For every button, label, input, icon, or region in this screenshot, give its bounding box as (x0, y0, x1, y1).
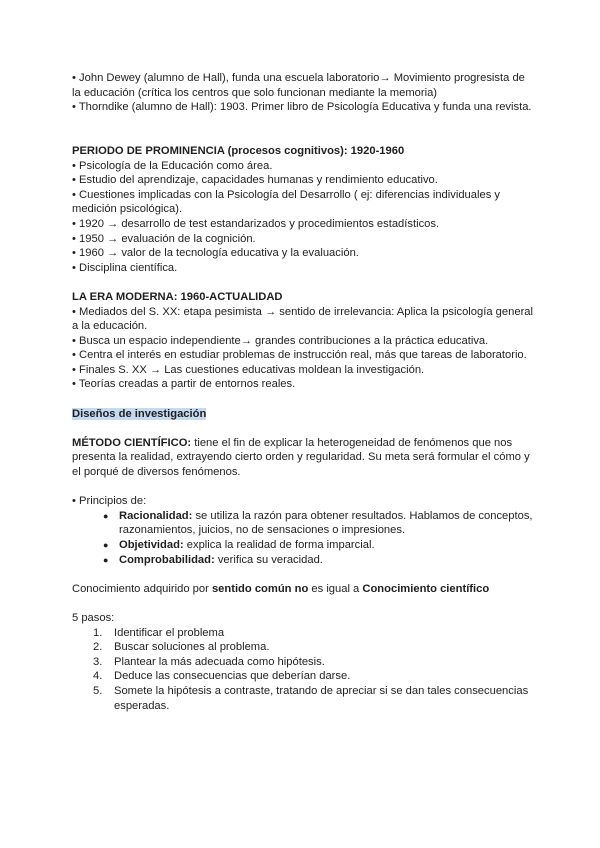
moderna-item: • Mediados del S. XX: etapa pesimista → sentido de irrelevancia: Aplica la psicología general a la educación. (72, 305, 533, 333)
document-content (72, 71, 534, 713)
prominencia-item: • Psicología de la Educación como área. (72, 159, 273, 172)
moderna-item: • Teorías creadas a partir de entornos reales. (72, 378, 296, 391)
list-item (93, 655, 534, 670)
prominencia-item: • Estudio del aprendizaje, capacidades humanas y rendimiento educativo. (72, 174, 438, 187)
section-heading-prominencia: PERIODO DE PROMINENCIA (procesos cognitivos): 1920-1960 (72, 144, 405, 157)
conocimiento-text: Conocimiento adquirido por (72, 582, 212, 595)
prominencia-item: • 1920 → desarrollo de test estandarizados y procedimientos estadísticos. (72, 217, 440, 230)
list-item (93, 640, 534, 655)
list-item (93, 684, 534, 713)
principio-text: se utiliza la razón para obtener resultados. Hablamos de conceptos, razonamientos, juicios, no de sensaciones o impresiones. (119, 509, 533, 537)
step-number: 3. (93, 655, 103, 668)
moderna-item: • Finales S. XX → Las cuestiones educativas moldean la investigación. (72, 363, 425, 376)
step-number: 2. (93, 641, 103, 654)
principio-text: explica la realidad de forma imparcial. (183, 539, 375, 551)
list-item (93, 669, 534, 684)
intro-item-thorndike: • Thorndike (alumno de Hall): 1903. Primer libro de Psicología Educativa y funda una revista. (72, 101, 532, 114)
principio-term: Comprobabilidad: (119, 553, 215, 566)
principios-list (72, 509, 534, 567)
step-number: 5. (93, 684, 103, 697)
prominencia-item: • 1960 → valor de la tecnología educativa y la evaluación. (72, 247, 359, 260)
step-text: Identificar el problema (114, 626, 225, 639)
list-item (103, 553, 534, 568)
principio-text: verifica su veracidad. (214, 553, 323, 566)
intro-item-dewey: • John Dewey (alumno de Hall), funda una escuela laboratorio→ Movimiento progresista de la educación (crítica los centros que solo funcionan mediante la memoria) (72, 72, 525, 99)
conocimiento-bold: sentido común no (211, 582, 309, 595)
conocimiento-bold: Conocimiento científico (362, 582, 490, 595)
pasos-label: 5 pasos: (72, 611, 115, 624)
list-item (93, 626, 534, 641)
list-item (103, 509, 534, 538)
section-heading-moderna: LA ERA MODERNA: 1960-ACTUALIDAD (72, 290, 283, 303)
pasos-list (72, 626, 534, 714)
moderna-item: • Centra el interés en estudiar problemas de instrucción real, más que tareas de laboratorio. (72, 349, 527, 362)
metodo-text: tiene el fin de explicar la heterogeneidad de fenómenos que nos presenta la realidad, extrayendo cierto orden y regularidad. Su meta será formular el cómo y el porqué de diversos fenómenos. (72, 436, 530, 479)
step-text: Buscar soluciones al problema. (114, 641, 270, 654)
step-text: Plantear la más adecuada como hipótesis. (114, 655, 325, 668)
principios-label: • Principios de: (72, 495, 147, 508)
moderna-item: • Busca un espacio independiente→ grandes contribuciones a la práctica educativa. (72, 334, 489, 347)
principio-term: Objetividad: (119, 539, 184, 551)
step-text: Somete la hipótesis a contraste, tratando de apreciar si se dan tales consecuencias esperadas. (114, 684, 529, 712)
metodo-cientifico-paragraph (72, 436, 534, 480)
conocimiento-text: es igual a (308, 582, 363, 595)
principio-term: Racionalidad: (119, 509, 193, 522)
prominencia-item: • Disciplina científica. (72, 261, 178, 274)
prominencia-item: • Cuestiones implicadas con la Psicología del Desarrollo ( ej: diferencias individuales y medición psicológica). (72, 188, 501, 216)
step-text: Deduce las consecuencias que deberían darse. (114, 670, 351, 683)
step-number: 4. (93, 670, 103, 683)
metodo-term: MÉTODO CIENTÍFICO: (72, 436, 192, 449)
section-heading-disenos (72, 407, 534, 422)
conocimiento-paragraph (72, 582, 534, 597)
prominencia-item: • 1950 → evaluación de la cognición. (72, 232, 256, 245)
step-number: 1. (93, 626, 103, 639)
highlighted-heading: Diseños de investigación (72, 407, 207, 420)
list-item (103, 538, 534, 553)
